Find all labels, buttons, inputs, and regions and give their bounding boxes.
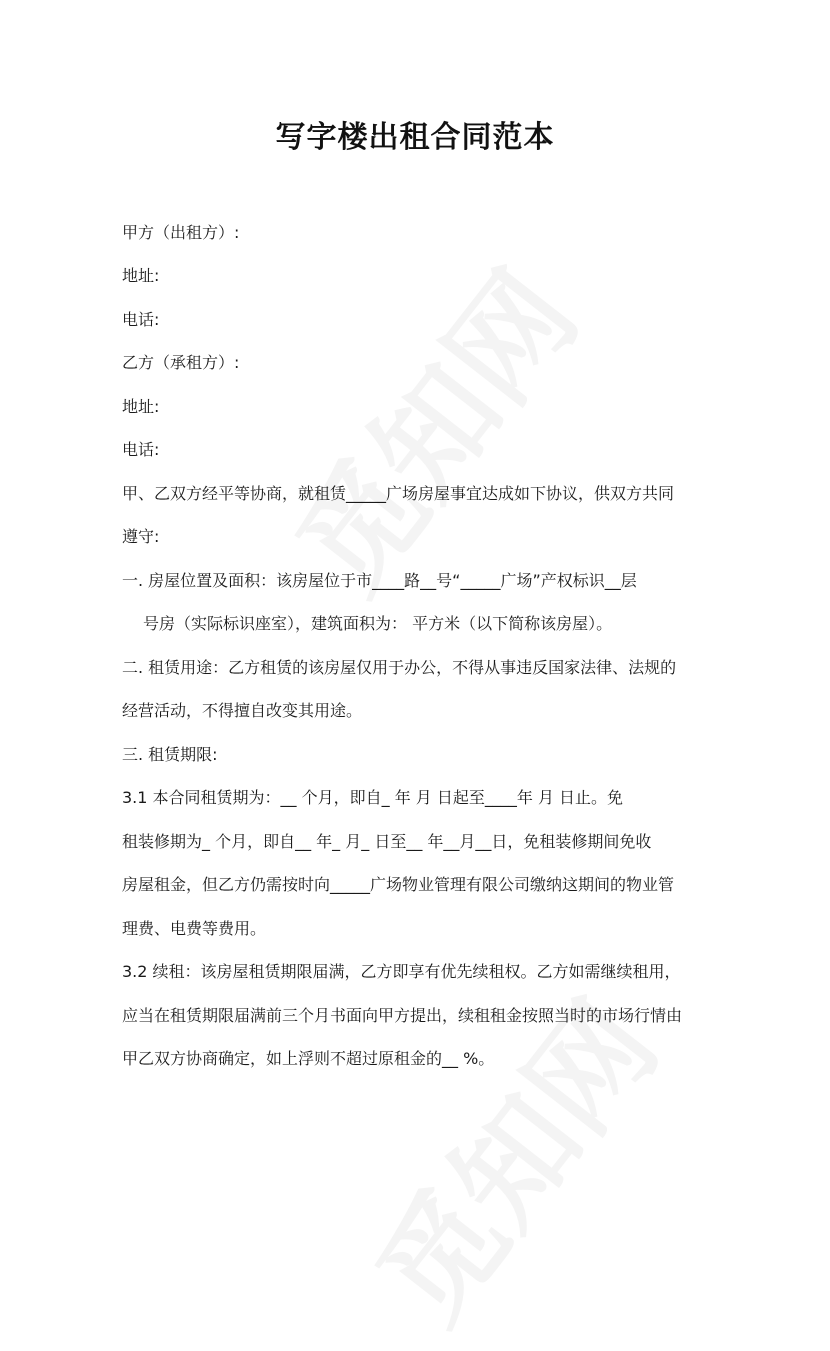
intro-paragraph-line: 遵守: [122,527,160,546]
party-a-label: 甲方（出租方）: [122,223,240,242]
clause-3-1-line: 租装修期为_ 个月，即自__ 年_ 月_ 日至__ 年__月__日，免租装修期间免收 [122,832,652,851]
party-b-label: 乙方（承租方）: [122,353,240,372]
clause-3-1-line: 理费、电费等费用。 [122,919,267,938]
clause-3-2-line: 甲乙双方协商确定，如上浮则不超过原租金的__ %。 [122,1049,495,1068]
intro-paragraph-line: 甲、乙双方经平等协商，就租赁_____广场房屋事宜达成如下协议，供双方共同 [122,484,675,503]
document-title: 写字楼出租合同范本 [275,120,555,155]
clause-1-line: 号房（实际标识座室），建筑面积为： 平方米（以下简称该房屋）。 [143,614,613,633]
clause-1-line: 一. 房屋位置及面积：该房屋位于市____路__号“_____广场”产权标识__层 [122,571,637,590]
clause-3-1-line: 3.1 本合同租赁期为：__ 个月，即自_ 年 月 日起至____年 月 日止。免 [122,788,624,807]
clause-3-1-line: 房屋租金，但乙方仍需按时向_____广场物业管理有限公司缴纳这期间的物业管 [122,875,675,894]
party-a-phone: 电话: [122,310,160,329]
watermark [251,231,608,621]
clause-3-2-line: 应当在租赁期限届满前三个月书面向甲方提出，续租租金按照当时的市场行情由 [122,1006,683,1025]
clause-2-line: 二. 租赁用途：乙方租赁的该房屋仅用于办公，不得从事违反国家法律、法规的 [122,658,677,677]
party-b-phone: 电话: [122,440,160,459]
party-b-address: 地址: [122,397,160,416]
party-a-address: 地址: [122,266,160,285]
clause-3-2-line: 3.2 续租：该房屋租赁期限届满，乙方即享有优先续租权。乙方如需继续租用， [122,962,681,981]
clause-2-line: 经营活动，不得擅自改变其用途。 [122,701,363,720]
clause-3-heading: 三. 租赁期限: [122,745,218,764]
